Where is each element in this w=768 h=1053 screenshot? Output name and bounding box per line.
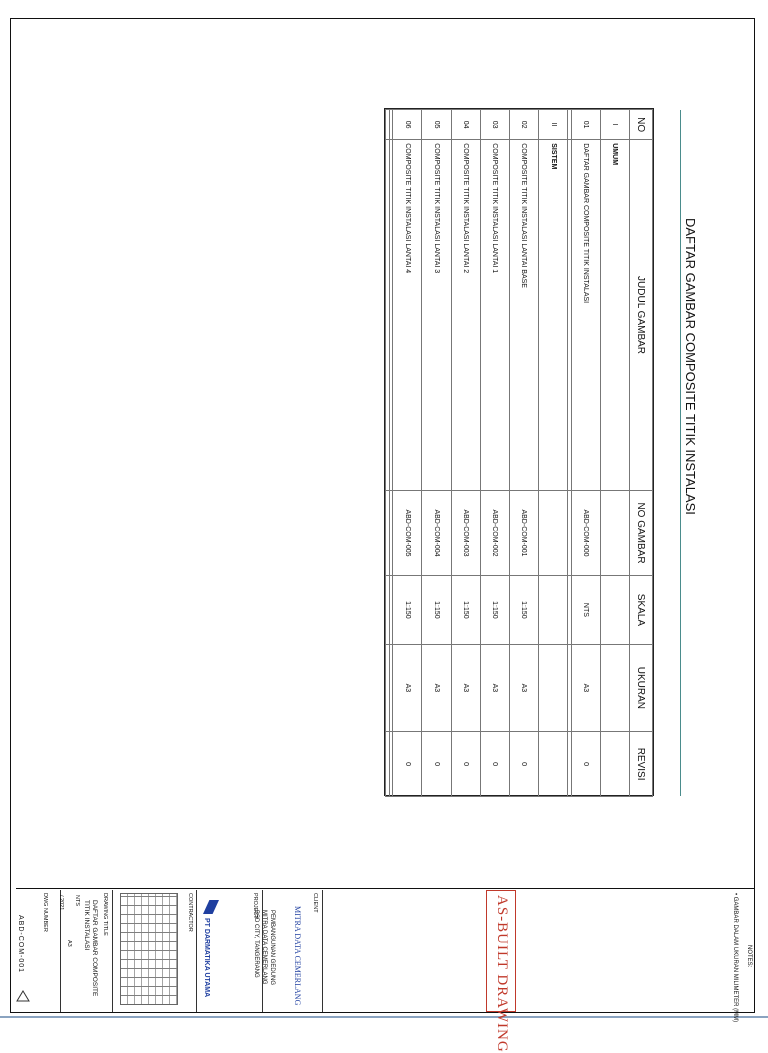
row-drawing-no <box>538 490 567 575</box>
row-no: 02 <box>509 110 538 140</box>
table-row <box>386 110 390 797</box>
row-no: 05 <box>422 110 451 140</box>
title-block-divider <box>112 890 113 1012</box>
row-size: A3 <box>422 644 451 732</box>
row-revision <box>538 732 567 797</box>
table-row <box>393 110 422 797</box>
row-scale <box>386 576 390 644</box>
row-size: A3 <box>451 644 480 732</box>
row-no: 06 <box>393 110 422 140</box>
row-title: COMPOSITE TITIK INSTALASI LANTAI 4 <box>393 140 422 491</box>
row-scale: 1:150 <box>509 576 538 644</box>
table-row <box>538 110 567 797</box>
row-revision <box>600 732 629 797</box>
row-drawing-no <box>600 490 629 575</box>
row-scale <box>568 576 572 644</box>
project-name <box>252 910 276 985</box>
row-drawing-no: ABD-COM-004 <box>422 490 451 575</box>
project-label: PROJECT <box>252 893 258 919</box>
notes-line: • GAMBAR DALAM UKURAN MILIMETER (MM) <box>732 893 738 1023</box>
row-drawing-no <box>389 490 393 575</box>
date-value: / 2021 <box>58 895 64 911</box>
contractor-name: PT DARMATIKA UTAMA <box>203 918 210 998</box>
row-size <box>538 644 567 732</box>
row-revision <box>389 732 393 797</box>
row-title: COMPOSITE TITIK INSTALASI LANTAI 1 <box>480 140 509 491</box>
row-revision: 0 <box>422 732 451 797</box>
list-title: DAFTAR GAMBAR COMPOSITE TITIK INSTALASI <box>683 218 698 515</box>
col-revision-header: REVISI <box>630 732 653 797</box>
row-drawing-no: ABD-COM-003 <box>451 490 480 575</box>
col-drawing-no-header: NO GAMBAR <box>630 490 653 575</box>
row-revision: 0 <box>480 732 509 797</box>
row-title: DAFTAR GAMBAR COMPOSITE TITIK INSTALASI <box>571 140 600 491</box>
row-size <box>568 644 572 732</box>
row-revision: 0 <box>509 732 538 797</box>
col-title-header: JUDUL GAMBAR <box>630 140 653 491</box>
row-drawing-no: ABD-COM-000 <box>571 490 600 575</box>
project-line: MITRA DATA CEMERLANG <box>261 910 267 985</box>
client-label: CLIENT <box>312 893 318 913</box>
col-size-header: UKURAN <box>630 644 653 732</box>
drawing-title-label: DRAWING TITLE <box>102 893 108 936</box>
row-size: A3 <box>393 644 422 732</box>
row-title <box>389 140 393 491</box>
drawing-number-label: DWG NUMBER <box>42 893 48 932</box>
row-no <box>386 110 390 140</box>
contractor-label: CONTRACTOR <box>187 893 193 932</box>
row-revision: 0 <box>451 732 480 797</box>
row-no: II <box>538 110 567 140</box>
row-title: COMPOSITE TITIK INSTALASI LANTAI BASE <box>509 140 538 491</box>
scale-value: NTS <box>74 895 80 906</box>
table-row <box>451 110 480 797</box>
row-no <box>568 110 572 140</box>
row-drawing-no: ABD-COM-005 <box>393 490 422 575</box>
row-scale <box>600 576 629 644</box>
row-title <box>568 140 572 491</box>
table-row <box>509 110 538 797</box>
row-size: A3 <box>509 644 538 732</box>
row-no: 01 <box>571 110 600 140</box>
row-drawing-no: ABD-COM-001 <box>509 490 538 575</box>
row-revision: 0 <box>571 732 600 797</box>
table-header-row <box>630 110 653 797</box>
row-scale: NTS <box>571 576 600 644</box>
client-name: MITRA DATA CEMERLANG <box>293 906 302 1006</box>
table-row <box>480 110 509 797</box>
drawing-number: ABD-COM-001 <box>17 915 24 974</box>
table-row <box>422 110 451 797</box>
key-plan-thumbnail <box>120 893 178 1005</box>
drawing-title <box>82 900 98 996</box>
row-scale: 1:150 <box>422 576 451 644</box>
drawing-list-table-rotator <box>385 109 653 797</box>
row-revision <box>568 732 572 797</box>
drawing-list-table-frame <box>384 108 654 796</box>
row-drawing-no: ABD-COM-002 <box>480 490 509 575</box>
title-block-divider <box>322 890 323 1012</box>
row-scale <box>538 576 567 644</box>
row-scale: 1:150 <box>393 576 422 644</box>
revision-triangle-icon <box>16 990 30 1002</box>
title-block-divider <box>196 890 197 1012</box>
row-no: 03 <box>480 110 509 140</box>
as-built-stamp: AS-BUILT DRAWING <box>494 895 510 1053</box>
project-line: PEMBANGUNAN GEDUNG <box>269 910 275 986</box>
drawing-title-line: TITIK INSTALASI <box>83 900 90 951</box>
row-scale: 1:150 <box>451 576 480 644</box>
row-revision <box>386 732 390 797</box>
row-title <box>386 140 390 491</box>
row-title: UMUM <box>600 140 629 491</box>
row-size <box>600 644 629 732</box>
row-drawing-no <box>568 490 572 575</box>
row-drawing-no <box>386 490 390 575</box>
drawing-list-table <box>385 109 653 797</box>
project-line: BSD CITY, TANGERANG <box>253 910 259 978</box>
row-title: COMPOSITE TITIK INSTALASI LANTAI 3 <box>422 140 451 491</box>
row-scale: 1:150 <box>480 576 509 644</box>
table-row <box>600 110 629 797</box>
drawing-title-line: DAFTAR GAMBAR COMPOSITE <box>91 900 98 997</box>
col-no-header: NO <box>630 110 653 140</box>
size-value: A3 <box>66 940 72 947</box>
table-row <box>568 110 572 797</box>
row-no: 04 <box>451 110 480 140</box>
row-title: SISTEM <box>538 140 567 491</box>
row-scale <box>389 576 393 644</box>
row-size: A3 <box>571 644 600 732</box>
row-size <box>389 644 393 732</box>
row-title: COMPOSITE TITIK INSTALASI LANTAI 2 <box>451 140 480 491</box>
table-row <box>571 110 600 797</box>
table-body <box>386 110 630 797</box>
page-bottom-rule <box>0 1016 768 1018</box>
notes-heading: NOTES: <box>746 945 752 968</box>
row-revision: 0 <box>393 732 422 797</box>
title-underline <box>680 110 681 796</box>
table-row <box>389 110 393 797</box>
row-size: A3 <box>480 644 509 732</box>
row-size <box>386 644 390 732</box>
row-no <box>389 110 393 140</box>
row-no: I <box>600 110 629 140</box>
col-scale-header: SKALA <box>630 576 653 644</box>
